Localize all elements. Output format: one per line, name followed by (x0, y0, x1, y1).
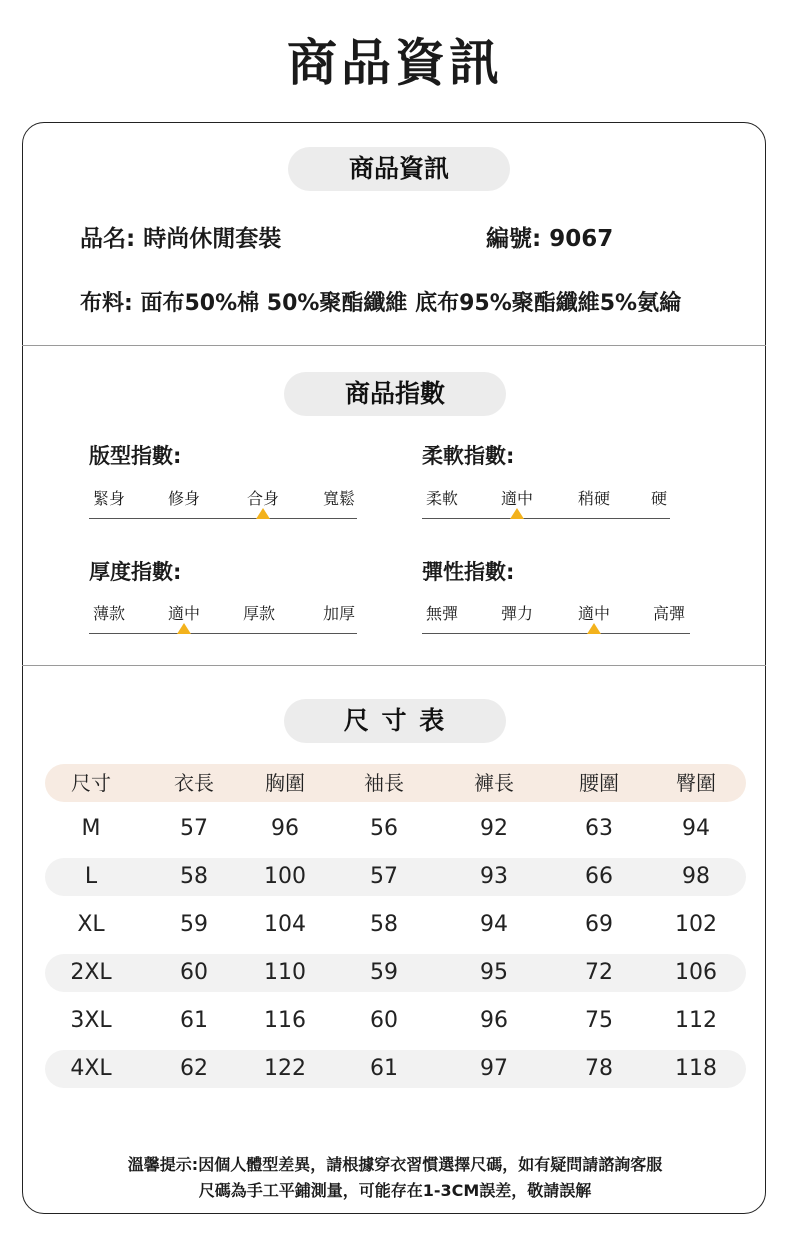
index-scale-label: 適中 (167, 604, 201, 623)
index-scale-label: 稍硬 (577, 489, 611, 508)
index-marker-icon (256, 508, 270, 519)
section-pill-index: 商品指數 (284, 372, 506, 416)
table-cell: 69 (585, 912, 613, 937)
index-title: 彈性指數: (422, 560, 515, 584)
index-scale-label: 適中 (500, 489, 534, 508)
index-scale-label: 適中 (577, 604, 611, 623)
table-cell: 97 (480, 1056, 508, 1081)
index-title: 柔軟指數: (422, 444, 515, 468)
section-divider (22, 665, 766, 666)
table-cell: 72 (585, 960, 613, 985)
table-cell: 63 (585, 816, 613, 841)
index-scale-label: 硬 (650, 489, 668, 508)
table-cell: 2XL (70, 960, 112, 985)
table-cell: 56 (370, 816, 398, 841)
index-marker-icon (510, 508, 524, 519)
table-cell: L (84, 864, 98, 889)
table-cell: 57 (370, 864, 398, 889)
table-cell: 110 (264, 960, 306, 985)
index-scale-label: 無彈 (425, 604, 459, 623)
table-cell: 60 (370, 1008, 398, 1033)
table-cell: 58 (370, 912, 398, 937)
table-cell: 106 (675, 960, 717, 985)
index-scale-label: 緊身 (92, 489, 126, 508)
table-cell: 98 (682, 864, 710, 889)
index-scale-label: 彈力 (500, 604, 534, 623)
table-cell: 61 (370, 1056, 398, 1081)
table-cell: 75 (585, 1008, 613, 1033)
table-cell: 59 (370, 960, 398, 985)
product-fabric: 布料: 面布50%棉 50%聚酯纖維 底布95%聚酯纖維5%氨綸 (80, 291, 682, 316)
table-cell: 3XL (70, 1008, 112, 1033)
table-cell: 94 (480, 912, 508, 937)
table-header-cell: 袖長 (364, 771, 404, 795)
index-scale-label: 修身 (167, 489, 201, 508)
index-scale-label: 高彈 (652, 604, 686, 623)
table-cell: 4XL (70, 1056, 112, 1081)
table-cell: 57 (180, 816, 208, 841)
index-scale-label: 寬鬆 (322, 489, 356, 508)
table-cell: 59 (180, 912, 208, 937)
table-cell: 62 (180, 1056, 208, 1081)
index-scale-label: 薄款 (92, 604, 126, 623)
table-cell: 94 (682, 816, 710, 841)
index-scale-line (89, 518, 357, 519)
table-cell: 95 (480, 960, 508, 985)
table-header-cell: 腰圍 (579, 771, 619, 795)
section-divider (22, 345, 766, 346)
section-pill-size: 尺 寸 表 (284, 699, 506, 743)
table-cell: 78 (585, 1056, 613, 1081)
table-cell: 100 (264, 864, 306, 889)
table-header-cell: 褲長 (474, 771, 514, 795)
page-title: 商品資訊 (287, 34, 503, 92)
table-cell: 122 (264, 1056, 306, 1081)
index-marker-icon (587, 623, 601, 634)
table-cell: 102 (675, 912, 717, 937)
footer-note-line1: 溫馨提示:因個人體型差異，請根據穿衣習慣選擇尺碼，如有疑問請諮詢客服 (127, 1155, 663, 1174)
table-cell: 61 (180, 1008, 208, 1033)
index-title: 版型指數: (89, 444, 182, 468)
table-header-cell: 胸圍 (265, 771, 305, 795)
index-scale-line (422, 518, 670, 519)
table-header-cell: 臀圍 (676, 771, 716, 795)
index-scale-label: 合身 (246, 489, 280, 508)
product-name: 品名: 時尚休閒套裝 (80, 226, 282, 252)
table-cell: 118 (675, 1056, 717, 1081)
table-cell: 104 (264, 912, 306, 937)
table-header-cell: 尺寸 (71, 771, 111, 795)
index-scale-line (422, 633, 690, 634)
index-scale-label: 加厚 (322, 604, 356, 623)
index-scale-label: 柔軟 (425, 489, 459, 508)
table-cell: 116 (264, 1008, 306, 1033)
table-header-cell: 衣長 (174, 771, 214, 795)
table-cell: XL (77, 912, 105, 937)
index-scale-label: 厚款 (242, 604, 276, 623)
table-cell: M (81, 816, 101, 841)
table-cell: 96 (271, 816, 299, 841)
table-cell: 112 (675, 1008, 717, 1033)
section-pill-info: 商品資訊 (288, 147, 510, 191)
index-marker-icon (177, 623, 191, 634)
table-cell: 93 (480, 864, 508, 889)
table-cell: 58 (180, 864, 208, 889)
table-cell: 96 (480, 1008, 508, 1033)
index-title: 厚度指數: (89, 560, 182, 584)
footer-note-line2: 尺碼為手工平鋪測量，可能存在1-3CM誤差，敬請誤解 (198, 1181, 592, 1200)
index-scale-line (89, 633, 357, 634)
product-code: 編號: 9067 (486, 226, 614, 252)
table-cell: 66 (585, 864, 613, 889)
table-cell: 60 (180, 960, 208, 985)
table-cell: 92 (480, 816, 508, 841)
